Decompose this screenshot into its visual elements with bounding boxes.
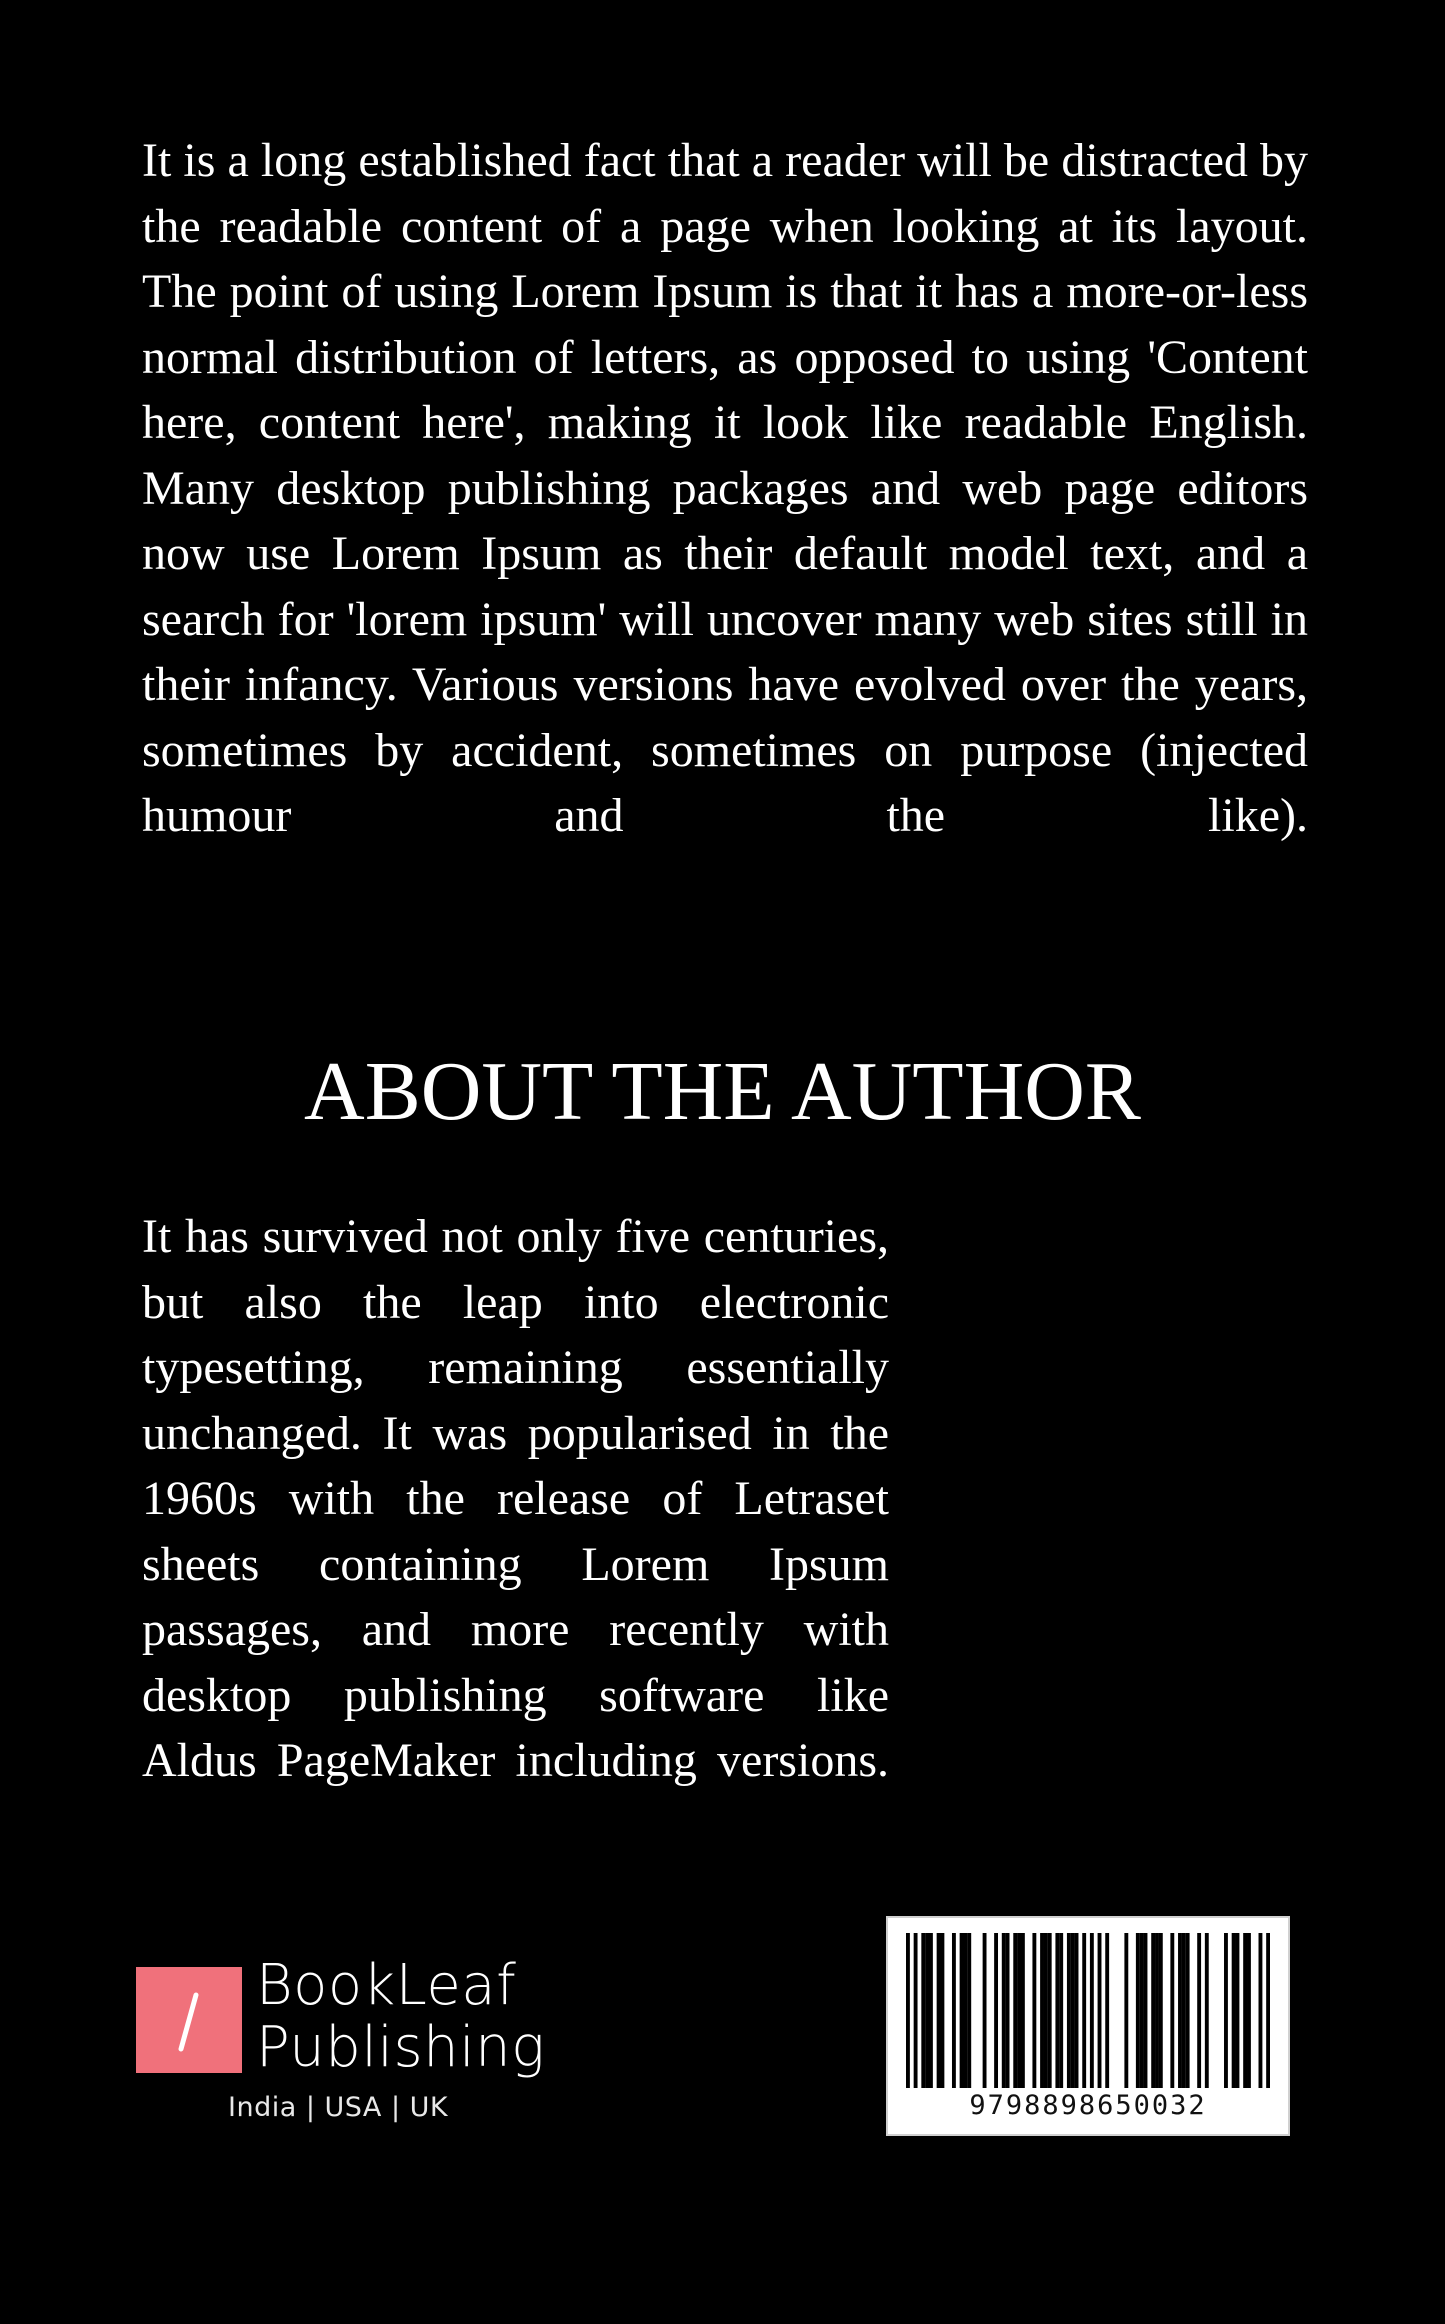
back-cover-blurb: It is a long established fact that a reader will be distracted by the readable content of a page when looking at its layout. The point of using Lorem Ipsum is that it has a more-or-less normal distribution of letters, as opposed to using 'Content here, content here', making it look like readable English. Many desktop publishing packages and web page editors now use Lorem Ipsum as their default model text, and a search for 'lorem ipsum' will uncover many web sites still in their infancy. Various versions have evolved over the years, sometimes by accident, sometimes on purpose (injected humour and the like). — [142, 134, 1308, 842]
publisher-logo — [136, 1953, 556, 2143]
barcode-bar — [1044, 1933, 1048, 2088]
barcode-bar — [1082, 1933, 1086, 2088]
barcode-bar — [1266, 1933, 1270, 2088]
barcode-bar — [1247, 1933, 1251, 2088]
barcode-bar — [1236, 1933, 1240, 2088]
barcode-bar — [925, 1933, 929, 2088]
barcode-bar — [983, 1933, 987, 2088]
barcode-bar — [1140, 1933, 1144, 2088]
barcode-bar — [1136, 1933, 1140, 2088]
barcode-bar — [1040, 1933, 1044, 2088]
barcode-bar — [1067, 1933, 1071, 2088]
barcode-bar — [1090, 1933, 1094, 2088]
barcode-bar — [1197, 1933, 1201, 2088]
publisher-regions: India | USA | UK — [228, 2092, 449, 2123]
barcode-bar — [1048, 1933, 1052, 2088]
about-the-author-heading: ABOUT THE AUTHOR — [304, 1045, 1141, 1138]
publisher-name-line2: Publishing — [256, 2015, 546, 2080]
barcode-bar — [963, 1933, 967, 2088]
author-bio: It has survived not only five centuries, but also the leap into electronic typesetting, remaining essentially unchanged. It was popularised in the 1960s with the release of Letraset sheets containing Lorem Ipsum passages, and more recently with desktop publishing software like Aldus PageMaker including versions. — [142, 1210, 889, 1787]
barcode-bars — [906, 1933, 1270, 2088]
barcode-bar — [1105, 1933, 1109, 2088]
barcode-bar — [1178, 1933, 1182, 2088]
barcode-bar — [1006, 1933, 1010, 2088]
barcode-bar — [1017, 1933, 1021, 2088]
isbn-barcode — [886, 1916, 1290, 2136]
barcode-bar — [1002, 1933, 1006, 2088]
barcode-bar — [1013, 1933, 1017, 2088]
publisher-mark — [136, 1967, 242, 2073]
barcode-bar — [914, 1933, 918, 2088]
barcode-bar — [1243, 1933, 1247, 2088]
barcode-bar — [1021, 1933, 1025, 2088]
publisher-name — [256, 1955, 545, 2079]
barcode-bar — [1098, 1933, 1102, 2088]
barcode-bar — [967, 1933, 971, 2088]
barcode-bar — [1155, 1933, 1159, 2088]
barcode-bar — [952, 1933, 956, 2088]
barcode-bar — [994, 1933, 998, 2088]
barcode-bar — [1144, 1933, 1148, 2088]
barcode-bar — [1259, 1933, 1263, 2088]
barcode-bar — [1159, 1933, 1163, 2088]
barcode-bar — [929, 1933, 933, 2088]
barcode-bar — [921, 1933, 925, 2088]
slash-icon — [136, 1967, 242, 2073]
barcode-bar — [1075, 1933, 1079, 2088]
barcode-bar — [1170, 1933, 1174, 2088]
barcode-bar — [1124, 1933, 1128, 2088]
barcode-bar — [1186, 1933, 1190, 2088]
barcode-bar — [937, 1933, 941, 2088]
barcode-bar — [960, 1933, 964, 2088]
barcode-bar — [1182, 1933, 1186, 2088]
publisher-name-line1: BookLeaf — [256, 1953, 517, 2018]
barcode-bar — [940, 1933, 944, 2088]
barcode-bar — [1205, 1933, 1209, 2088]
barcode-bar — [1055, 1933, 1059, 2088]
barcode-bar — [906, 1933, 910, 2088]
barcode-bar — [1071, 1933, 1075, 2088]
barcode-bar — [1224, 1933, 1228, 2088]
isbn-number: 9798898650032 — [969, 2090, 1207, 2121]
barcode-bar — [1232, 1933, 1236, 2088]
barcode-bar — [1151, 1933, 1155, 2088]
barcode-bar — [1059, 1933, 1063, 2088]
barcode-bar — [1032, 1933, 1036, 2088]
